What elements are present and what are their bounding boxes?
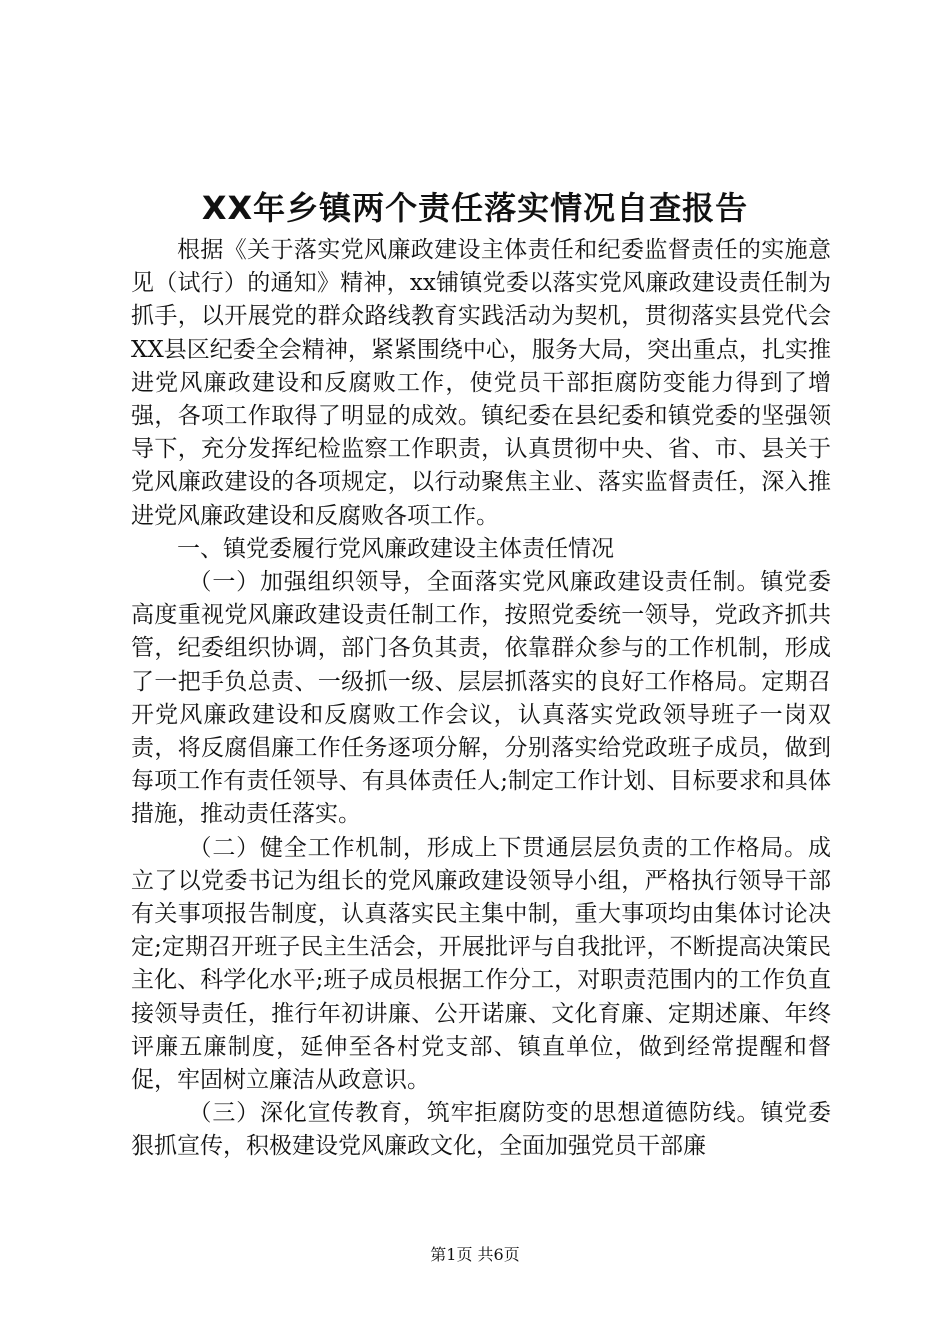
paragraph-item-2: （二）健全工作机制，形成上下贯通层层负责的工作格局。成立了以党委书记为组长的党风廉政建设领导小组，严格执行领导干部有关事项报告制度，认真落实民主集中制，重大事项均由集体讨论决定;定期召开班子民主生活会，开展批评与自我批评，不断提高决策民主化、科学化水平;班子成员根据工作分工，对职责范围内的工作负直接领导责任，推行年初讲廉、公开诺廉、文化育廉、定期述廉、年终评廉五廉制度，延伸至各村党支部、镇直单位，做到经常提醒和督促，牢固树立廉洁从政意识。 [131, 834, 831, 1094]
paragraph-item-3: （三）深化宣传教育，筑牢拒腐防变的思想道德防线。镇党委狠抓宣传，积极建设党风廉政文化，全面加强党员干部廉 [131, 1100, 831, 1160]
document-body [131, 234, 831, 1164]
section-heading-1: 一、镇党委履行党风廉政建设主体责任情况 [177, 535, 614, 562]
paragraph-item-1: （一）加强组织领导，全面落实党风廉政建设责任制。镇党委高度重视党风廉政建设责任制工作，按照党委统一领导，党政齐抓共管，纪委组织协调，部门各负其责，依靠群众参与的工作机制，形成了一把手负总责、一级抓一级、层层抓落实的良好工作格局。定期召开党风廉政建设和反腐败工作会议，认真落实党政领导班子一岗双责，将反腐倡廉工作任务逐项分解，分别落实给党政班子成员，做到每项工作有责任领导、有具体责任人;制定工作计划、目标要求和具体措施，推动责任落实。 [131, 569, 831, 828]
page-number-footer: 第1页 共6页 [430, 1245, 520, 1264]
paragraph-intro: 根据《关于落实党风廉政建设主体责任和纪委监督责任的实施意见（试行）的通知》精神，xx铺镇党委以落实党风廉政建设责任制为抓手，以开展党的群众路线教育实践活动为契机，贯彻落实县党代会XX县区纪委全会精神，紧紧围绕中心，服务大局，突出重点，扎实推进党风廉政建设和反腐败工作，使党员干部拒腐防变能力得到了增强，各项工作取得了明显的成效。镇纪委在县纪委和镇党委的坚强领导下，充分发挥纪检监察工作职责，认真贯彻中央、省、市、县关于党风廉政建设的各项规定，以行动聚焦主业、落实监督责任，深入推进党风廉政建设和反腐败各项工作。 [131, 237, 831, 529]
document-title: XX年乡镇两个责任落实情况自查报告 [201, 189, 749, 227]
